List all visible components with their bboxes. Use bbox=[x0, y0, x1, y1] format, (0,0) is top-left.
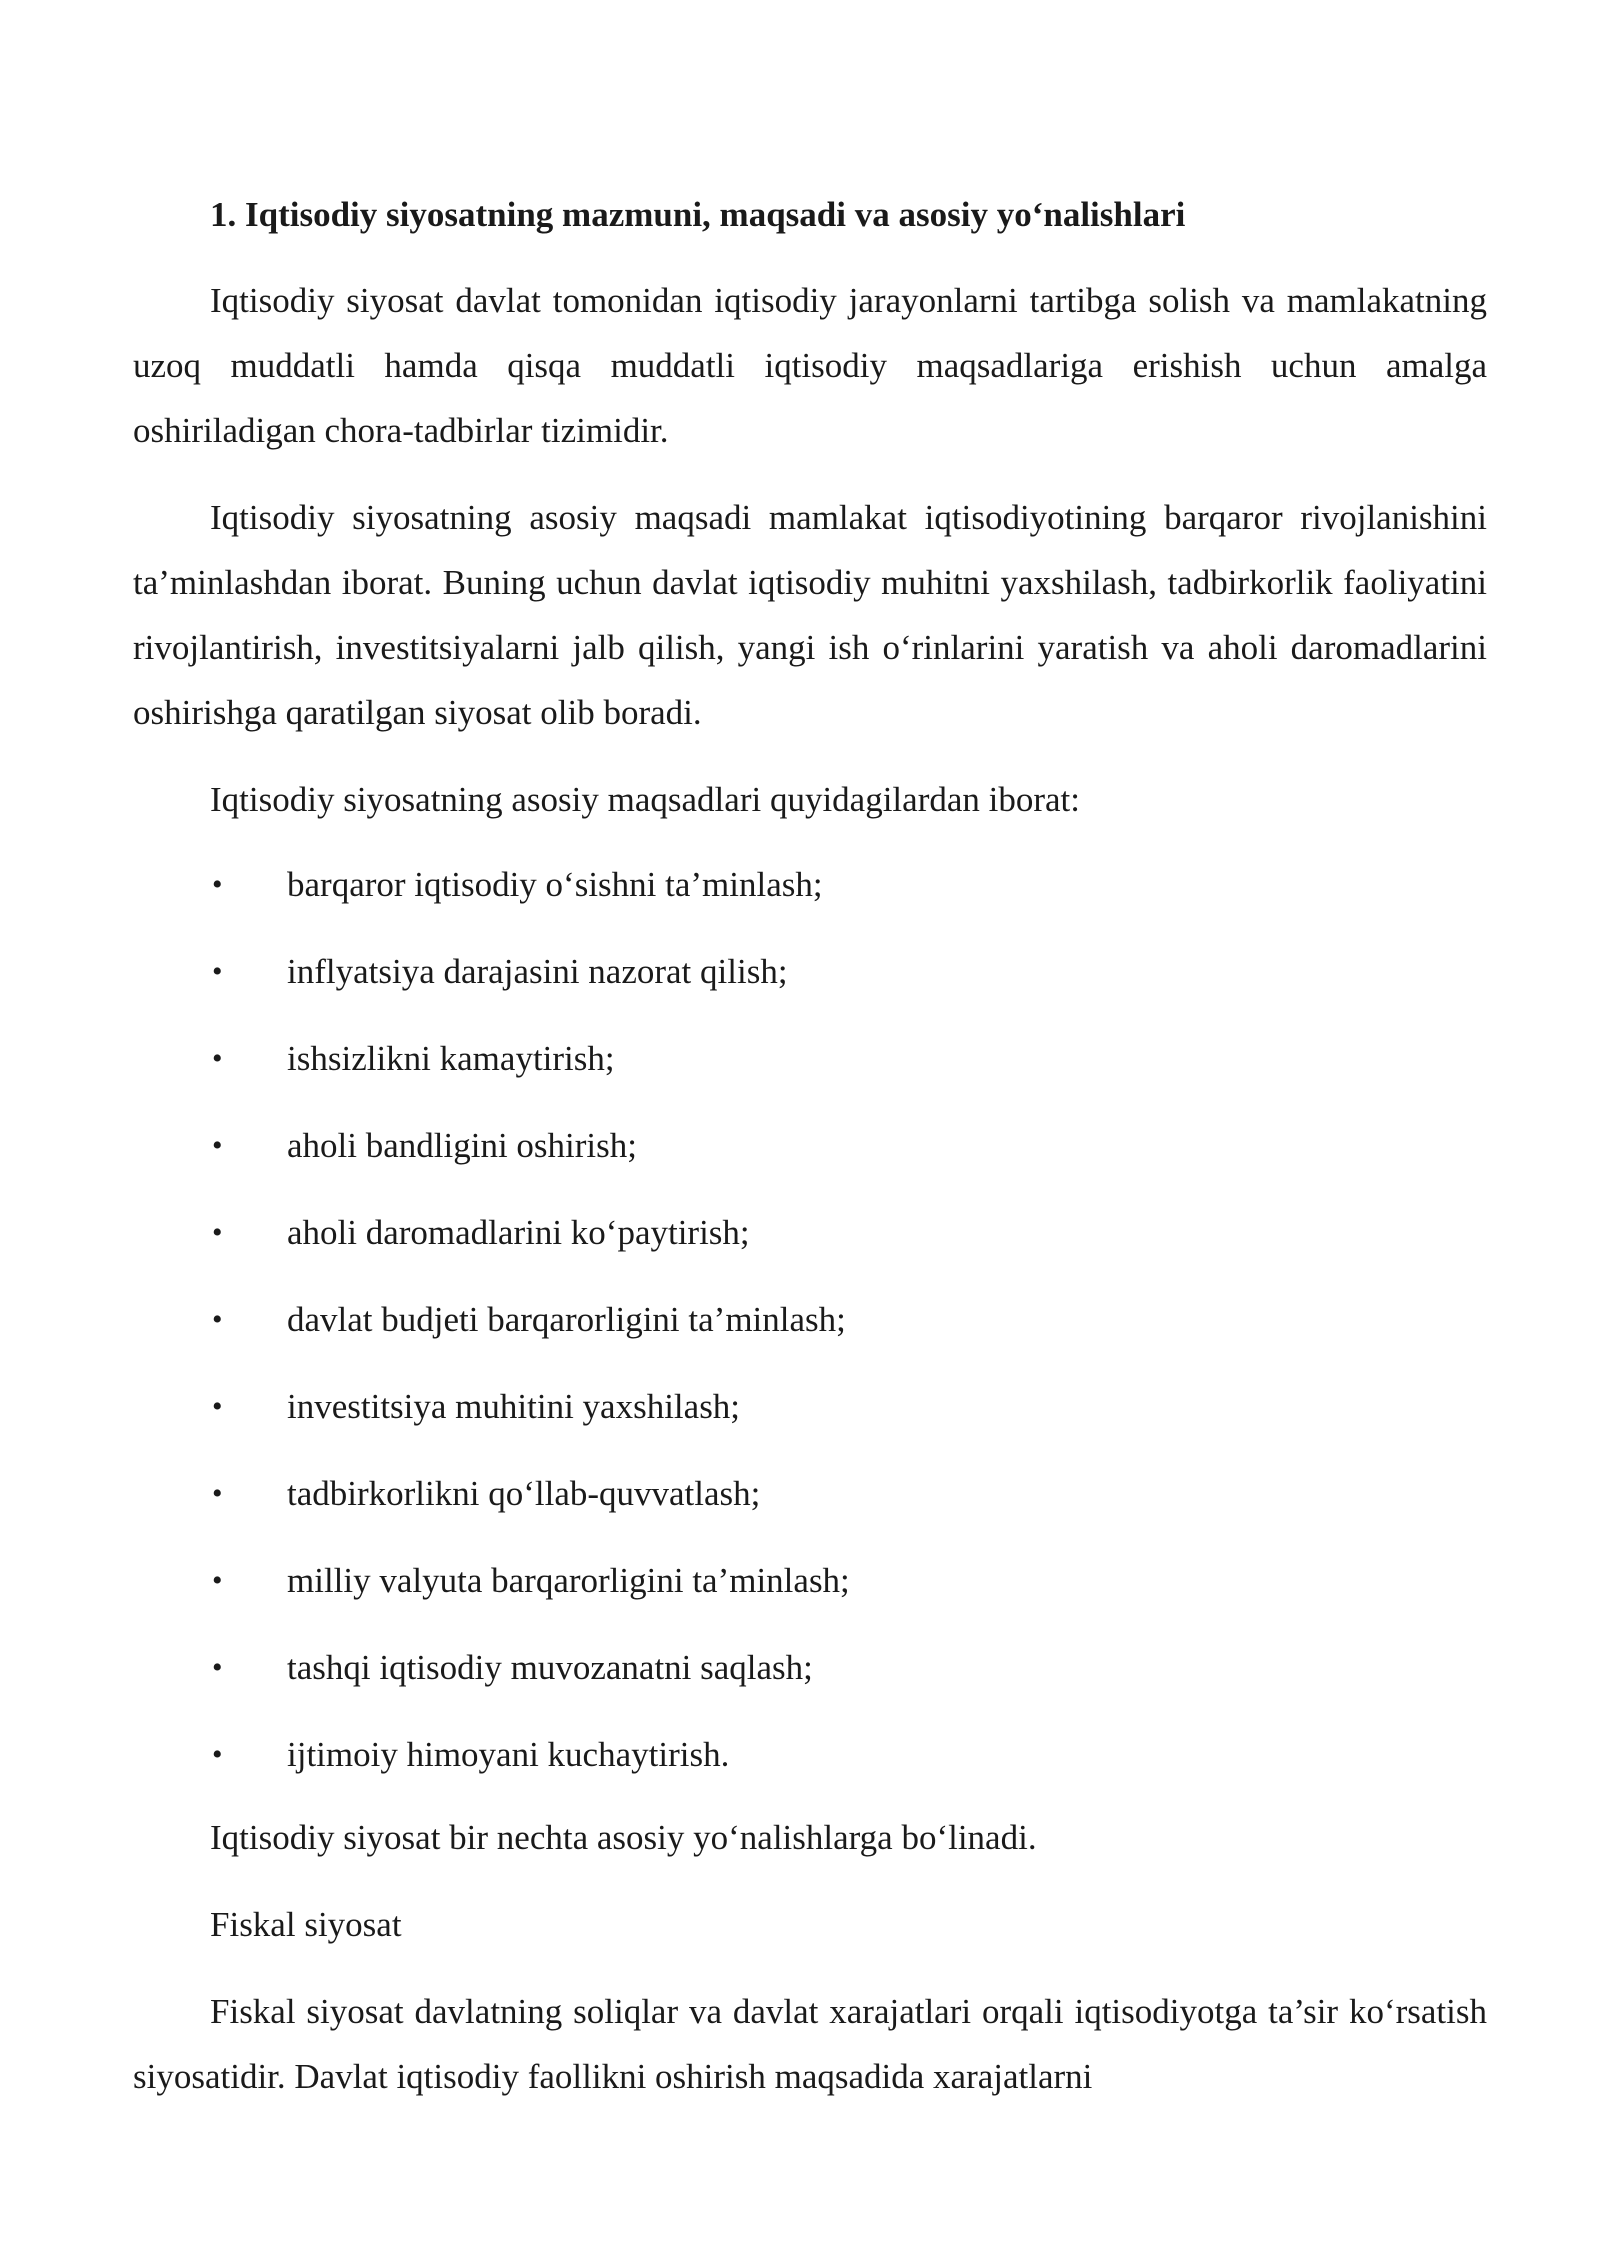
goals-list bbox=[133, 848, 1487, 1805]
bullet-icon: • bbox=[212, 868, 223, 901]
list-item-text: milliy valyuta barqarorligini ta’minlash; bbox=[287, 1561, 850, 1600]
bullet-icon: • bbox=[212, 1564, 223, 1597]
paragraph-goals-intro: Iqtisodiy siyosatning asosiy maqsadlari quyidagilardan iborat: bbox=[210, 780, 1080, 819]
subheading-fiscal: Fiskal siyosat bbox=[210, 1905, 402, 1944]
list-item-text: aholi bandligini oshirish; bbox=[287, 1126, 637, 1165]
list-item-text: barqaror iqtisodiy o‘sishni ta’minlash; bbox=[287, 865, 823, 904]
bullet-icon: • bbox=[212, 1738, 223, 1771]
paragraph-directions: Iqtisodiy siyosat bir nechta asosiy yo‘nalishlarga bo‘linadi. bbox=[210, 1818, 1037, 1857]
list-item bbox=[133, 1457, 1487, 1544]
list-item-text: davlat budjeti barqarorligini ta’minlash; bbox=[287, 1300, 846, 1339]
list-item bbox=[133, 1109, 1487, 1196]
list-item-text: inflyatsiya darajasini nazorat qilish; bbox=[287, 952, 788, 991]
list-item-text: ishsizlikni kamaytirish; bbox=[287, 1039, 615, 1078]
list-item-text: tadbirkorlikni qo‘llab-quvvatlash; bbox=[287, 1474, 761, 1513]
list-item bbox=[133, 848, 1487, 935]
bullet-icon: • bbox=[212, 1129, 223, 1162]
bullet-icon: • bbox=[212, 955, 223, 988]
list-item bbox=[133, 1196, 1487, 1283]
bullet-icon: • bbox=[212, 1477, 223, 1510]
list-item bbox=[133, 1718, 1487, 1805]
bullet-icon: • bbox=[212, 1390, 223, 1423]
list-item bbox=[133, 1631, 1487, 1718]
bullet-icon: • bbox=[212, 1042, 223, 1075]
bullet-icon: • bbox=[212, 1651, 223, 1684]
section-heading: 1. Iqtisodiy siyosatning mazmuni, maqsadi va asosiy yo‘nalishlari bbox=[210, 195, 1186, 234]
bullet-icon: • bbox=[212, 1303, 223, 1336]
list-item-text: investitsiya muhitini yaxshilash; bbox=[287, 1387, 741, 1426]
bullet-icon: • bbox=[212, 1216, 223, 1249]
paragraph-main-goal: Iqtisodiy siyosatning asosiy maqsadi mamlakat iqtisodiyotining barqaror rivojlanishini ta’minlashdan iborat. Buning uchun davlat iqtisodiy muhitni yaxshilash, tadbirkorlik faoliyatini rivojlantirish, investitsiyalarni jalb qilish, yangi ish o‘rinlarini yaratish va aholi daromadlarini oshirishga qaratilgan siyosat olib boradi. bbox=[133, 498, 1487, 732]
list-item-text: aholi daromadlarini ko‘paytirish; bbox=[287, 1213, 750, 1252]
paragraph-fiscal: Fiskal siyosat davlatning soliqlar va davlat xarajatlari orqali iqtisodiyotga ta’sir ko‘rsatish siyosatidir. Davlat iqtisodiy faollikni oshirish maqsadida xarajatlarni bbox=[133, 1992, 1487, 2096]
list-item bbox=[133, 1283, 1487, 1370]
paragraph-definition: Iqtisodiy siyosat davlat tomonidan iqtisodiy jarayonlarni tartibga solish va mamlakatning uzoq muddatli hamda qisqa muddatli iqtisodiy maqsadlariga erishish uchun amalga oshiriladigan chora-tadbirlar tizimidir. bbox=[133, 281, 1487, 450]
list-item bbox=[133, 1370, 1487, 1457]
list-item-text: ijtimoiy himoyani kuchaytirish. bbox=[287, 1735, 730, 1774]
list-item bbox=[133, 1544, 1487, 1631]
list-item bbox=[133, 1022, 1487, 1109]
list-item bbox=[133, 935, 1487, 1022]
list-item-text: tashqi iqtisodiy muvozanatni saqlash; bbox=[287, 1648, 813, 1687]
